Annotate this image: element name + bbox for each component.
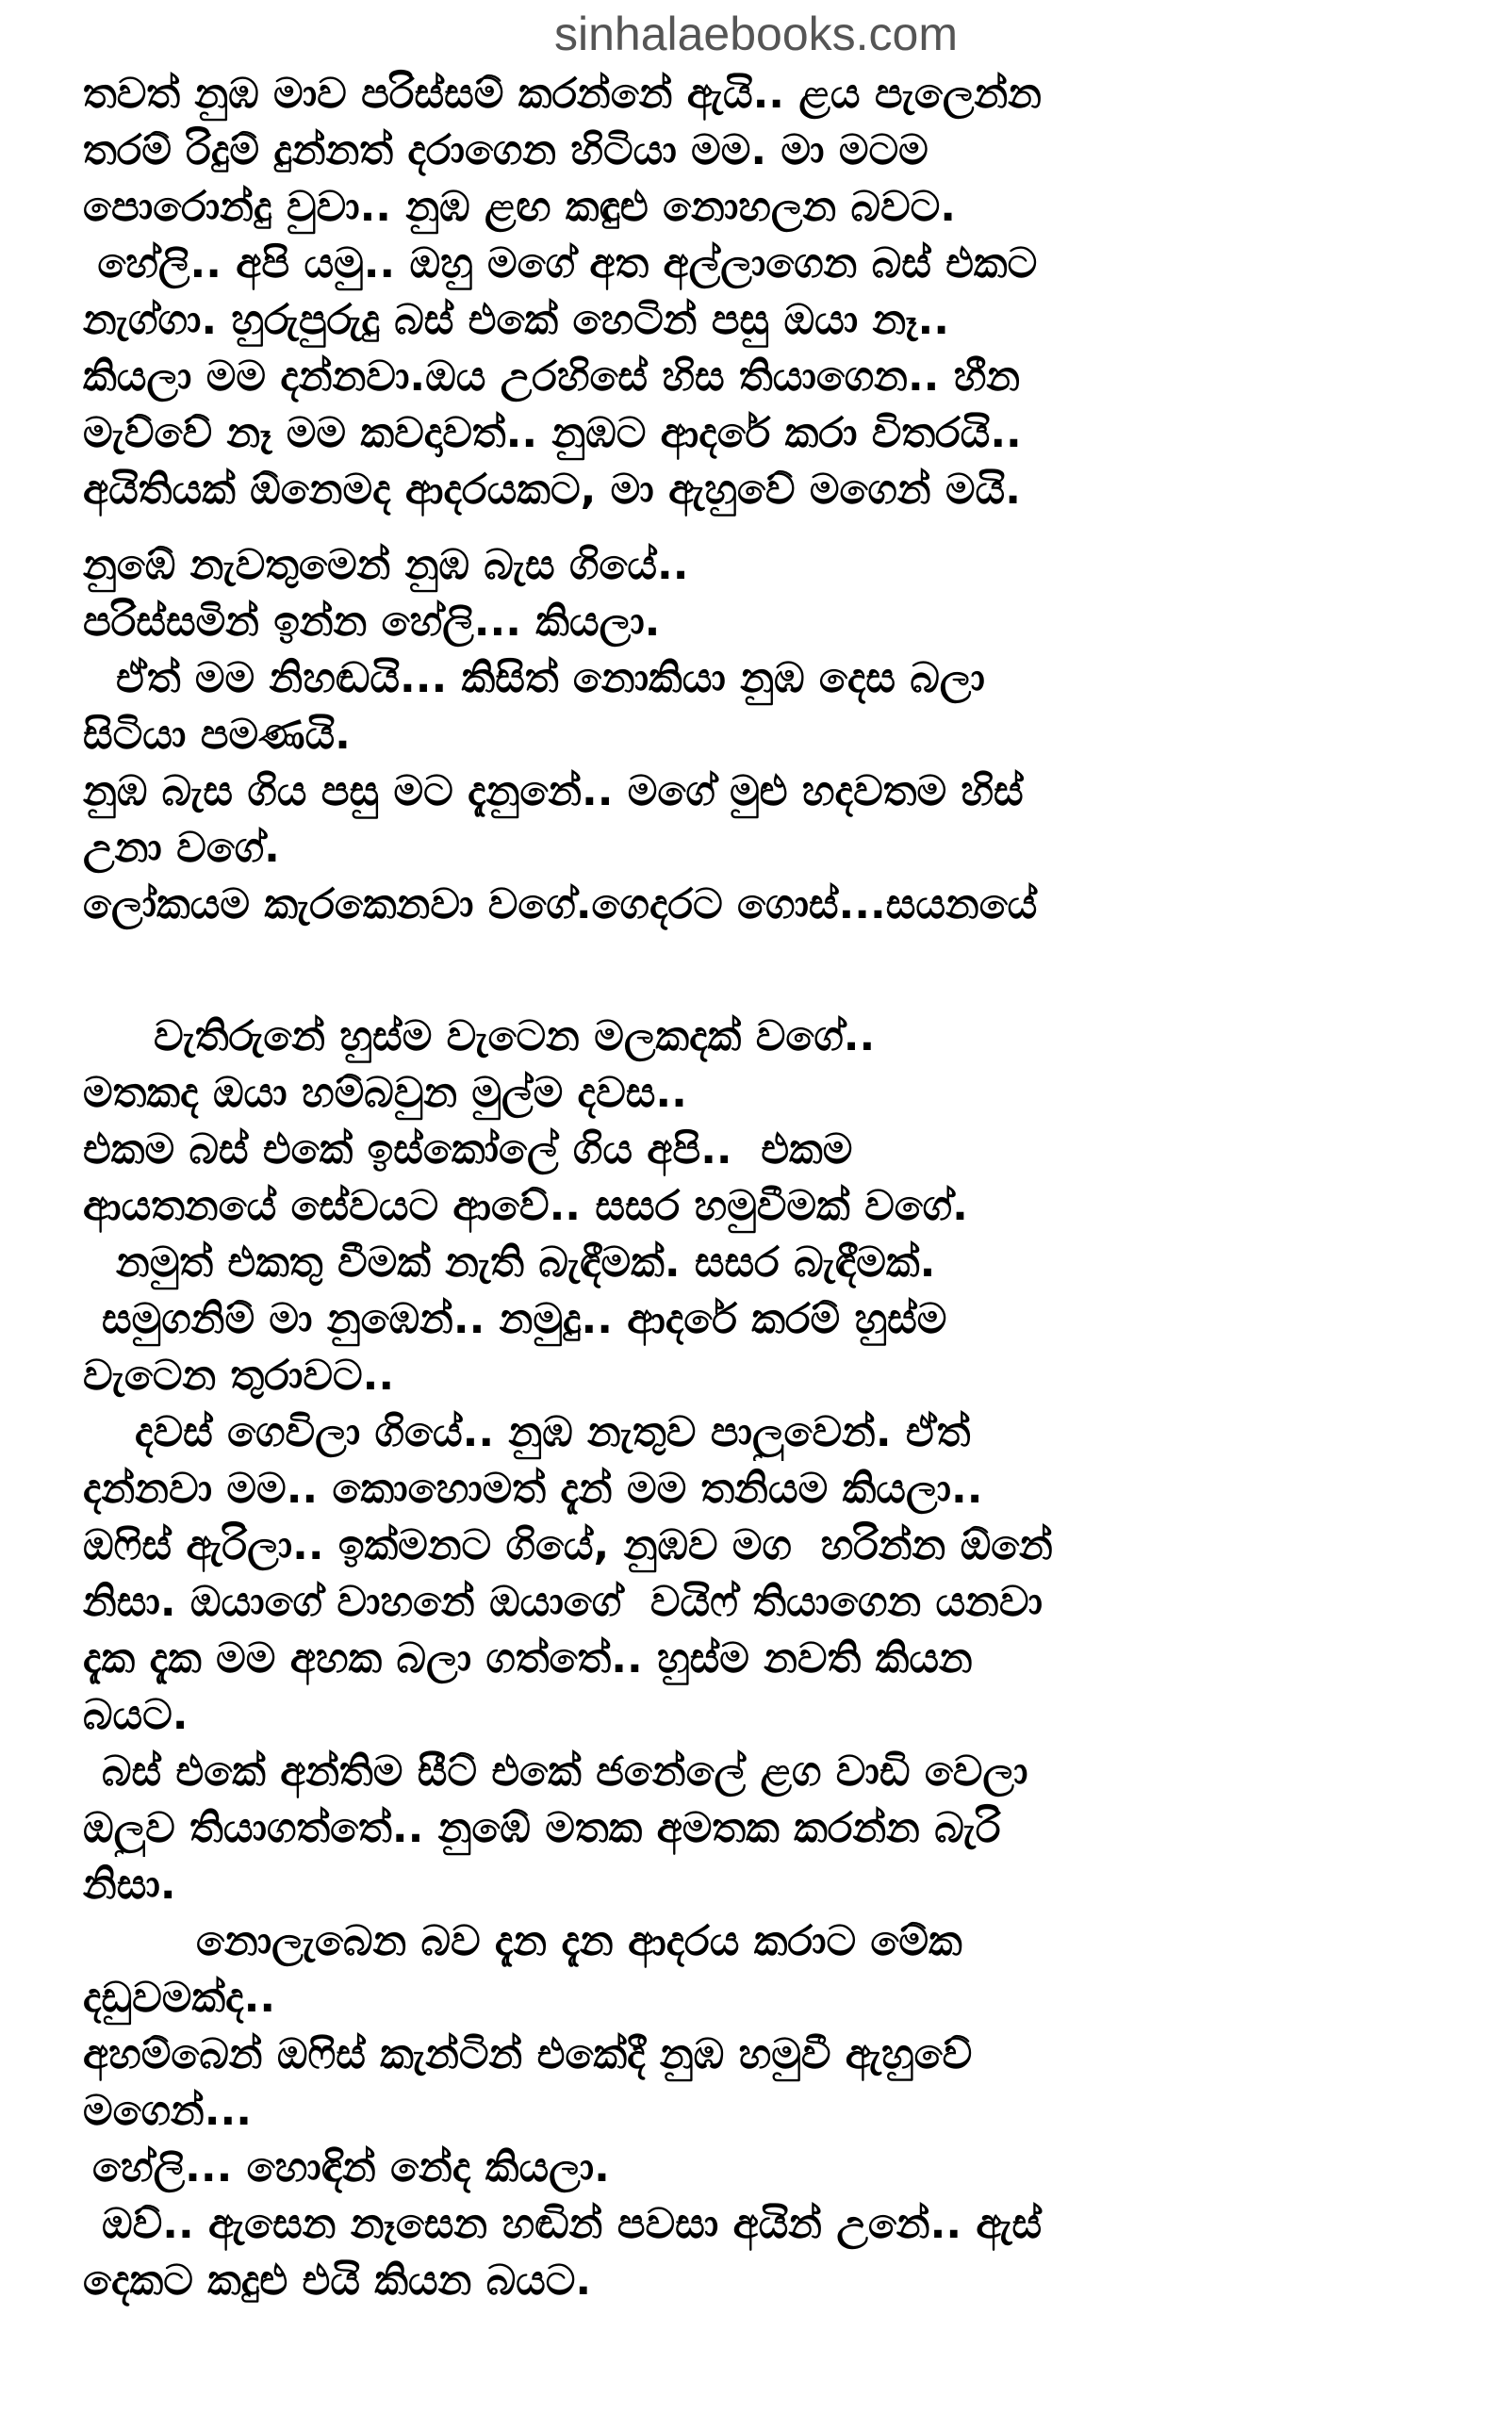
text-line: පොරොන්දු වුවා.. නුඹ ළඟ කඳුළු නොහලන බවට. [83, 183, 957, 231]
text-line: මගෙන්... [83, 2087, 252, 2135]
text-line: හේලි.. අපි යමු.. ඔහු මගේ අත අල්ලාගෙන බස් එකට [83, 239, 1038, 287]
text-line: බයට. [83, 1691, 189, 1739]
text-line: ඒත් මම නිහඬයි... කිසිත් නොකියා නුඹ දෙස බලා [116, 654, 985, 702]
text-line: නිසා. [83, 1861, 176, 1909]
text-line: නිසා. ඔයාගේ වාහනේ ඔයාගේ වයිෆ් තියාගෙන යනවා [83, 1578, 1044, 1626]
text-line: නැග්ගා. හුරුපුරුදු බස් එකේ හෙටින් පසු ඔයා නෑ.. [83, 296, 949, 344]
text-line: මතකද ඔයා හම්බවුන මුල්ම දවස.. [83, 1069, 687, 1117]
text-line: නමුත් එකතු වීමක් නැති බැඳීමක්. සසර බැඳීමක්. [116, 1239, 936, 1287]
text-line: දෙකට කදුළු එයි කියන බයට. [83, 2257, 592, 2305]
story-text [83, 66, 1469, 2309]
text-line: නුඹේ නැවතුමෙන් නුඹ බැස ගියේ.. [83, 541, 689, 589]
text-line: මැව්වේ නෑ මම කවදාවත්.. නුඹට ආදරේ කරා විතරයි.. [83, 409, 1022, 457]
text-line: සිටියා පමණයි. [83, 711, 351, 759]
text-line: ලෝකයම කැරකෙනවා වගේ.ගෙදරට ගොස්...සයනයේ [83, 880, 1038, 928]
text-line: බස් එකේ අන්තිම සීට් එකේ ජනේලේ ළග වාඩි වෙලා [102, 1748, 1028, 1796]
text-line: ආයතනයේ සේවයට ආවේ.. සසර හමුවීමක් වගේ. [83, 1182, 968, 1230]
text-line: නොලැබෙන බව දැන දැන ආදරය කරාට මේක [196, 1917, 962, 1965]
text-line: සමුගනිම් මා නුඹෙන්.. නමුදු.. ආදරේ කරම් හුස්ම [102, 1295, 947, 1343]
text-line: නුඹ බැස ගිය පසු මට දැනුනේ.. මගේ මුළු හදවතම හිස් [83, 767, 1024, 815]
text-line: තරම් රිදුම් දුන්නත් දරාගෙන හිටියා මම. මා මටම [83, 126, 929, 174]
site-watermark: sinhalaebooks.com [553, 8, 959, 60]
text-line: දන්නවා මම.. කොහොමත් දැන් මම තනියම කියලා.. [83, 1465, 983, 1513]
text-line: වැටෙන තුරාවට.. [83, 1352, 395, 1400]
text-line: අයිතියක් ඕනෙමද ආදරයකට, මා ඇහුවේ මගෙන් මයි. [83, 466, 1021, 514]
text-line: ඔව්.. ඇසෙන නෑසෙන හඬින් පවසා අයින් උනේ.. ඇස් [102, 2200, 1043, 2248]
text-line: උනා වගේ. [83, 824, 280, 872]
text-line: දඩුවමක්ද.. [83, 1974, 276, 2022]
text-line: දවස් ගෙවිලා ගියේ.. නුඹ නැතුව පාලුවෙන්. ඒත් [135, 1408, 971, 1456]
text-line: තවත් නුඹ මාව පරිස්සම් කරන්නේ ඇයි.. ළය පැලෙන්න [83, 70, 1042, 118]
text-line: ඔලුව තියාගත්තේ.. නුඹේ මතක අමතක කරන්න බැරි [83, 1804, 1001, 1852]
text-line: පරිස්සමින් ඉන්න හේලි... කියලා. [83, 598, 661, 646]
text-line: දැක දැක මම අහක බලා ගත්තේ.. හුස්ම නවති කියන [83, 1634, 973, 1683]
text-line: වැතිරුනේ හුස්ම වැටෙන මලකදක් වගේ.. [154, 1012, 876, 1060]
text-line: කියලා මම දන්නවා.ඔය උරහිසේ හිස තියාගෙන.. හීන [83, 353, 1021, 401]
text-line: අහම්බෙන් ඔෆිස් කැන්ටින් එකේදී නුඹ හමුවී ඇහුවේ [83, 2030, 973, 2078]
text-line: ඔෆිස් ඇරිලා.. ඉක්මනට ගියේ, නුඹව මග හරින්න ඕනේ [83, 1521, 1053, 1569]
text-line: එකම බස් එකේ ඉස්කෝලේ ගිය අපි.. එකම [83, 1125, 853, 1174]
text-line: හේලි... හොඳින් නේද කියලා. [92, 2143, 610, 2191]
